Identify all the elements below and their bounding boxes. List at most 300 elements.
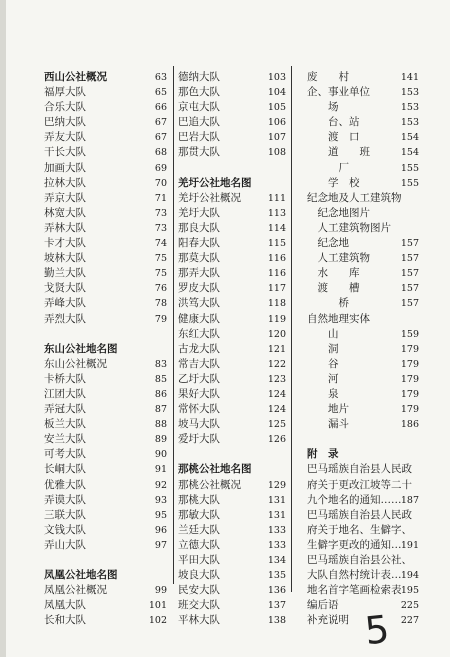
entry-title: 九个地名的通知…… — [307, 493, 402, 506]
index-column-1 — [44, 70, 167, 628]
entry-title: 合乐大队 — [44, 101, 86, 114]
index-entry — [178, 236, 286, 251]
index-entry — [178, 145, 286, 160]
entry-page-number: 97 — [154, 539, 167, 551]
entry-title: 坡良大队 — [178, 569, 220, 582]
entry-title: 长峒大队 — [44, 463, 86, 476]
entry-page-number: 141 — [400, 72, 419, 83]
entry-title: 附 录 — [307, 448, 339, 461]
entry-title: 民安大队 — [178, 584, 220, 597]
entry-page-number: 66 — [154, 102, 167, 114]
entry-page-number: 116 — [267, 253, 286, 265]
entry-title: 自然地理实体 — [307, 312, 370, 325]
entry-title: 巴马瑶族自治县人民政 — [307, 508, 412, 521]
index-entry — [178, 100, 286, 115]
entry-title: 健康大队 — [178, 312, 220, 325]
index-entry — [44, 100, 167, 115]
index-entry — [307, 312, 419, 327]
section-gap — [44, 327, 167, 342]
entry-page-number: 88 — [154, 419, 167, 431]
entry-title: 纪念地 — [307, 237, 349, 250]
entry-page-number: 129 — [267, 479, 286, 491]
index-entry — [44, 447, 167, 462]
index-entry — [178, 312, 286, 327]
entry-page-number: 89 — [154, 434, 167, 446]
entry-title: 地名首字笔画检索表 — [307, 584, 402, 597]
entry-title: 卡才大队 — [44, 237, 86, 250]
index-entry — [307, 462, 419, 477]
entry-page-number: 73 — [154, 222, 167, 234]
index-entry — [44, 206, 167, 221]
index-entry — [307, 296, 419, 311]
column-divider-2 — [291, 66, 292, 592]
entry-title: 渡 口 — [307, 131, 360, 144]
entry-page-number: 108 — [267, 147, 286, 159]
entry-page-number: 131 — [267, 494, 286, 506]
entry-page-number: 75 — [154, 253, 167, 265]
entry-page-number: 225 — [400, 600, 419, 612]
entry-title: 洪笃大队 — [178, 297, 220, 310]
entry-page-number: 79 — [154, 313, 167, 325]
index-entry — [178, 281, 286, 296]
index-entry — [44, 613, 167, 628]
entry-title: 东山公社概况 — [44, 357, 107, 370]
entry-page-number: 124 — [267, 404, 286, 416]
entry-page-number: 227 — [400, 615, 419, 627]
entry-page-number: 122 — [267, 358, 286, 370]
entry-page-number: 195 — [400, 585, 419, 597]
index-entry — [178, 70, 286, 85]
index-entry — [307, 478, 419, 493]
index-entry — [44, 583, 167, 598]
index-entry — [307, 342, 419, 357]
entry-title: 三联大队 — [44, 508, 86, 521]
index-entry — [178, 372, 286, 387]
entry-page-number: 63 — [154, 72, 167, 83]
entry-page-number: 126 — [267, 434, 286, 446]
entry-page-number: 155 — [400, 162, 419, 174]
entry-page-number: 86 — [154, 388, 167, 400]
entry-page-number: 153 — [400, 102, 419, 114]
index-entry — [178, 130, 286, 145]
section-heading — [178, 462, 286, 477]
index-entry — [307, 372, 419, 387]
entry-title: 渡 槽 — [307, 282, 360, 295]
entry-title: 那贯大队 — [178, 146, 220, 159]
entry-page-number: 70 — [154, 177, 167, 189]
entry-page-number: 135 — [267, 570, 286, 582]
index-entry — [44, 176, 167, 191]
entry-page-number: 83 — [154, 358, 167, 370]
entry-page-number: 124 — [267, 388, 286, 400]
entry-title: 废 村 — [307, 71, 349, 83]
entry-title: 山 — [307, 327, 339, 340]
section-heading — [307, 447, 419, 462]
entry-page-number: 78 — [154, 298, 167, 310]
section-heading — [44, 568, 167, 583]
entry-title: 生僻字更改的通知… — [307, 538, 402, 551]
entry-title: 福厚大队 — [44, 86, 86, 99]
entry-page-number: 68 — [154, 147, 167, 159]
index-entry — [178, 508, 286, 523]
index-entry — [44, 538, 167, 553]
entry-title: 那莫大队 — [178, 252, 220, 265]
index-entry — [44, 357, 167, 372]
index-entry — [44, 523, 167, 538]
index-entry — [44, 85, 167, 100]
entry-title: 林宽大队 — [44, 206, 86, 219]
entry-title: 巴马瑶族自治县公社、 — [307, 554, 412, 566]
index-column-2 — [178, 70, 286, 628]
index-entry — [44, 221, 167, 236]
entry-title: 巴岩大队 — [178, 131, 220, 144]
index-entry — [307, 327, 419, 342]
entry-page-number: 194 — [400, 570, 419, 582]
column-divider-1 — [173, 66, 174, 584]
entry-page-number: 73 — [154, 207, 167, 219]
entry-title: 凤凰公社概况 — [44, 584, 107, 597]
index-entry — [44, 508, 167, 523]
entry-title: 罗皮大队 — [178, 282, 220, 295]
entry-page-number: 157 — [400, 238, 419, 250]
entry-title: 河 — [307, 372, 339, 385]
entry-page-number: 95 — [154, 509, 167, 521]
index-entry — [307, 251, 419, 266]
entry-page-number: 85 — [154, 373, 167, 385]
index-entry — [44, 402, 167, 417]
entry-title: 凤凰大队 — [44, 599, 86, 612]
entry-title: 果好大队 — [178, 387, 220, 400]
index-entry — [44, 598, 167, 613]
entry-page-number: 187 — [400, 494, 419, 506]
entry-title: 企、事业单位 — [307, 86, 370, 99]
entry-page-number: 179 — [400, 343, 419, 355]
entry-title: 弄烈大队 — [44, 312, 86, 325]
entry-page-number: 75 — [154, 268, 167, 280]
index-entry — [307, 357, 419, 372]
entry-page-number: 102 — [148, 615, 167, 627]
index-entry — [178, 251, 286, 266]
entry-title: 道 班 — [307, 146, 370, 159]
index-entry — [178, 85, 286, 100]
entry-title: 府关于地名、生僻字、 — [307, 523, 412, 536]
entry-page-number: 113 — [267, 207, 286, 219]
index-entry — [178, 568, 286, 583]
entry-page-number: 154 — [400, 132, 419, 144]
entry-title: 优雅大队 — [44, 478, 86, 491]
entry-title: 那桃公社概况 — [178, 478, 241, 491]
index-entry — [178, 493, 286, 508]
section-heading — [178, 176, 286, 191]
index-entry — [307, 568, 419, 583]
entry-title: 台、站 — [307, 116, 360, 129]
entry-title: 平田大队 — [178, 554, 220, 566]
entry-title: 水 库 — [307, 267, 360, 280]
index-entry — [307, 236, 419, 251]
index-entry — [178, 402, 286, 417]
entry-title: 补充说明 — [307, 614, 349, 627]
entry-title: 羌圩公社地名图 — [178, 176, 252, 189]
index-entry — [178, 583, 286, 598]
entry-title: 场 — [307, 101, 339, 114]
entry-title: 常怀大队 — [178, 403, 220, 416]
entry-title: 古龙大队 — [178, 342, 220, 355]
entry-title: 谷 — [307, 357, 339, 370]
entry-title: 东山公社地名图 — [44, 342, 118, 355]
index-entry — [307, 266, 419, 281]
index-entry — [44, 478, 167, 493]
entry-title: 班交大队 — [178, 599, 220, 612]
index-entry — [307, 221, 419, 236]
entry-title: 弄林大队 — [44, 221, 86, 234]
index-entry — [44, 387, 167, 402]
entry-page-number: 92 — [154, 479, 167, 491]
index-entry — [178, 115, 286, 130]
entry-page-number: 93 — [154, 494, 167, 506]
index-entry — [178, 221, 286, 236]
index-entry — [178, 296, 286, 311]
entry-page-number: 136 — [267, 585, 286, 597]
entry-page-number: 153 — [400, 117, 419, 129]
entry-title: 弄京大队 — [44, 191, 86, 204]
index-entry — [307, 523, 419, 538]
entry-title: 那弄大队 — [178, 267, 220, 280]
entry-page-number: 157 — [400, 268, 419, 280]
index-entry — [178, 357, 286, 372]
entry-page-number: 137 — [267, 600, 286, 612]
index-entry — [44, 372, 167, 387]
entry-title: 羌圩公社概况 — [178, 191, 241, 204]
entry-title: 那色大队 — [178, 86, 220, 99]
index-entry — [178, 266, 286, 281]
section-gap — [178, 161, 286, 176]
entry-title: 坡马大队 — [178, 418, 220, 431]
index-entry — [307, 115, 419, 130]
entry-title: 长和大队 — [44, 614, 86, 627]
entry-page-number: 67 — [154, 117, 167, 129]
entry-page-number: 107 — [267, 132, 286, 144]
entry-page-number: 105 — [267, 102, 286, 114]
index-entry — [178, 342, 286, 357]
handwritten-page-number: 5 — [362, 606, 392, 654]
entry-page-number: 191 — [400, 539, 419, 551]
index-entry — [44, 115, 167, 130]
entry-title: 凤凰公社地名图 — [44, 569, 118, 582]
entry-title: 纪念地及人工建筑物 — [307, 191, 402, 204]
index-entry — [178, 191, 286, 206]
entry-title: 那敏大队 — [178, 508, 220, 521]
index-entry — [178, 553, 286, 568]
index-entry — [44, 493, 167, 508]
index-entry — [44, 161, 167, 176]
entry-page-number: 179 — [400, 388, 419, 400]
index-entry — [44, 462, 167, 477]
entry-title: 立德大队 — [178, 538, 220, 551]
index-entry — [44, 130, 167, 145]
entry-page-number: 114 — [267, 222, 286, 234]
section-heading — [44, 70, 167, 85]
index-column-3 — [307, 70, 419, 628]
entry-title: 洞 — [307, 342, 339, 355]
entry-title: 勤兰大队 — [44, 267, 86, 280]
section-heading — [44, 342, 167, 357]
entry-page-number: 101 — [148, 600, 167, 612]
entry-page-number: 179 — [400, 404, 419, 416]
entry-page-number: 123 — [267, 373, 286, 385]
entry-page-number: 121 — [267, 343, 286, 355]
index-entry — [178, 417, 286, 432]
entry-title: 羌圩大队 — [178, 206, 220, 219]
entry-title: 兰廷大队 — [178, 523, 220, 536]
entry-title: 弄友大队 — [44, 131, 86, 144]
index-entry — [307, 206, 419, 221]
entry-page-number: 96 — [154, 524, 167, 536]
entry-title: 阳春大队 — [178, 237, 220, 250]
entry-title: 厂 — [307, 161, 349, 174]
index-entry — [178, 206, 286, 221]
index-entry — [307, 402, 419, 417]
entry-page-number: 154 — [400, 147, 419, 159]
entry-title: 巴马瑶族自治县人民政 — [307, 463, 412, 476]
entry-title: 京屯大队 — [178, 101, 220, 114]
index-entry — [178, 598, 286, 613]
entry-page-number: 106 — [267, 117, 286, 129]
index-entry — [307, 145, 419, 160]
index-entry — [178, 432, 286, 447]
entry-title: 纪念地图片 — [307, 206, 370, 219]
entry-page-number: 159 — [400, 328, 419, 340]
entry-page-number: 125 — [267, 419, 286, 431]
entry-title: 卡桥大队 — [44, 372, 86, 385]
index-entry — [44, 145, 167, 160]
entry-page-number: 71 — [154, 192, 167, 204]
entry-title: 地片 — [307, 403, 349, 416]
entry-title: 板兰大队 — [44, 418, 86, 431]
entry-page-number: 67 — [154, 132, 167, 144]
entry-title: 桥 — [307, 297, 349, 310]
entry-page-number: 111 — [267, 192, 286, 204]
scan-edge — [0, 0, 6, 657]
entry-page-number: 157 — [400, 298, 419, 310]
entry-page-number: 179 — [400, 358, 419, 370]
entry-title: 西山公社概况 — [44, 71, 107, 83]
index-entry — [307, 281, 419, 296]
entry-title: 人工建筑物图片 — [307, 221, 391, 234]
entry-page-number: 69 — [154, 162, 167, 174]
entry-page-number: 104 — [267, 87, 286, 99]
index-entry — [307, 508, 419, 523]
entry-title: 东红大队 — [178, 327, 220, 340]
entry-title: 安兰大队 — [44, 433, 86, 446]
entry-page-number: 153 — [400, 87, 419, 99]
entry-page-number: 120 — [267, 328, 286, 340]
index-entry — [44, 266, 167, 281]
entry-title: 弄谟大队 — [44, 493, 86, 506]
index-entry — [178, 478, 286, 493]
entry-title: 可考大队 — [44, 448, 86, 461]
entry-page-number: 99 — [154, 585, 167, 597]
entry-title: 爱圩大队 — [178, 433, 220, 446]
index-entry — [307, 493, 419, 508]
entry-title: 编后语 — [307, 599, 339, 612]
index-entry — [307, 583, 419, 598]
index-entry — [178, 387, 286, 402]
index-entry — [44, 191, 167, 206]
section-gap — [44, 553, 167, 568]
entry-page-number: 103 — [267, 72, 286, 83]
entry-title: 文钱大队 — [44, 523, 86, 536]
index-entry — [44, 312, 167, 327]
entry-title: 巴纳大队 — [44, 116, 86, 129]
entry-title: 巴追大队 — [178, 116, 220, 129]
entry-page-number: 179 — [400, 373, 419, 385]
index-entry — [44, 236, 167, 251]
index-entry — [44, 432, 167, 447]
entry-title: 那桃公社地名图 — [178, 463, 252, 476]
entry-page-number: 76 — [154, 283, 167, 295]
index-entry — [44, 296, 167, 311]
entry-page-number: 116 — [267, 268, 286, 280]
entry-page-number: 119 — [267, 313, 286, 325]
entry-page-number: 157 — [400, 253, 419, 265]
entry-page-number: 87 — [154, 404, 167, 416]
index-entry — [307, 85, 419, 100]
entry-title: 常吉大队 — [178, 357, 220, 370]
entry-title: 弄冠大队 — [44, 403, 86, 416]
index-entry — [178, 613, 286, 628]
entry-page-number: 115 — [267, 238, 286, 250]
entry-page-number: 155 — [400, 177, 419, 189]
index-entry — [44, 417, 167, 432]
entry-page-number: 117 — [267, 283, 286, 295]
index-entry — [307, 176, 419, 191]
index-entry — [307, 191, 419, 206]
entry-title: 人工建筑物 — [307, 252, 370, 265]
entry-page-number: 118 — [267, 298, 286, 310]
entry-title: 那桃大队 — [178, 493, 220, 506]
entry-page-number: 186 — [400, 419, 419, 431]
section-gap — [178, 447, 286, 462]
entry-title: 大队自然村统计表… — [307, 569, 402, 582]
index-entry — [307, 553, 419, 568]
entry-title: 那良大队 — [178, 221, 220, 234]
entry-title: 漏斗 — [307, 418, 349, 431]
entry-title: 拉林大队 — [44, 176, 86, 189]
entry-title: 平林大队 — [178, 614, 220, 627]
index-entry — [178, 523, 286, 538]
entry-page-number: 131 — [267, 509, 286, 521]
entry-page-number: 74 — [154, 238, 167, 250]
entry-page-number: 133 — [267, 524, 286, 536]
entry-title: 学 校 — [307, 176, 360, 189]
index-entry — [307, 130, 419, 145]
entry-title: 乙圩大队 — [178, 372, 220, 385]
entry-page-number: 157 — [400, 283, 419, 295]
entry-title: 干长大队 — [44, 146, 86, 159]
entry-title: 坡林大队 — [44, 252, 86, 265]
entry-title: 泉 — [307, 387, 339, 400]
index-entry — [307, 417, 419, 432]
entry-title: 德纳大队 — [178, 71, 220, 83]
entry-page-number: 90 — [154, 449, 167, 461]
index-entry — [307, 161, 419, 176]
entry-title: 弄山大队 — [44, 538, 86, 551]
index-entry — [178, 327, 286, 342]
index-entry — [307, 538, 419, 553]
index-entry — [44, 281, 167, 296]
section-gap — [307, 432, 419, 447]
entry-page-number: 134 — [267, 555, 286, 566]
